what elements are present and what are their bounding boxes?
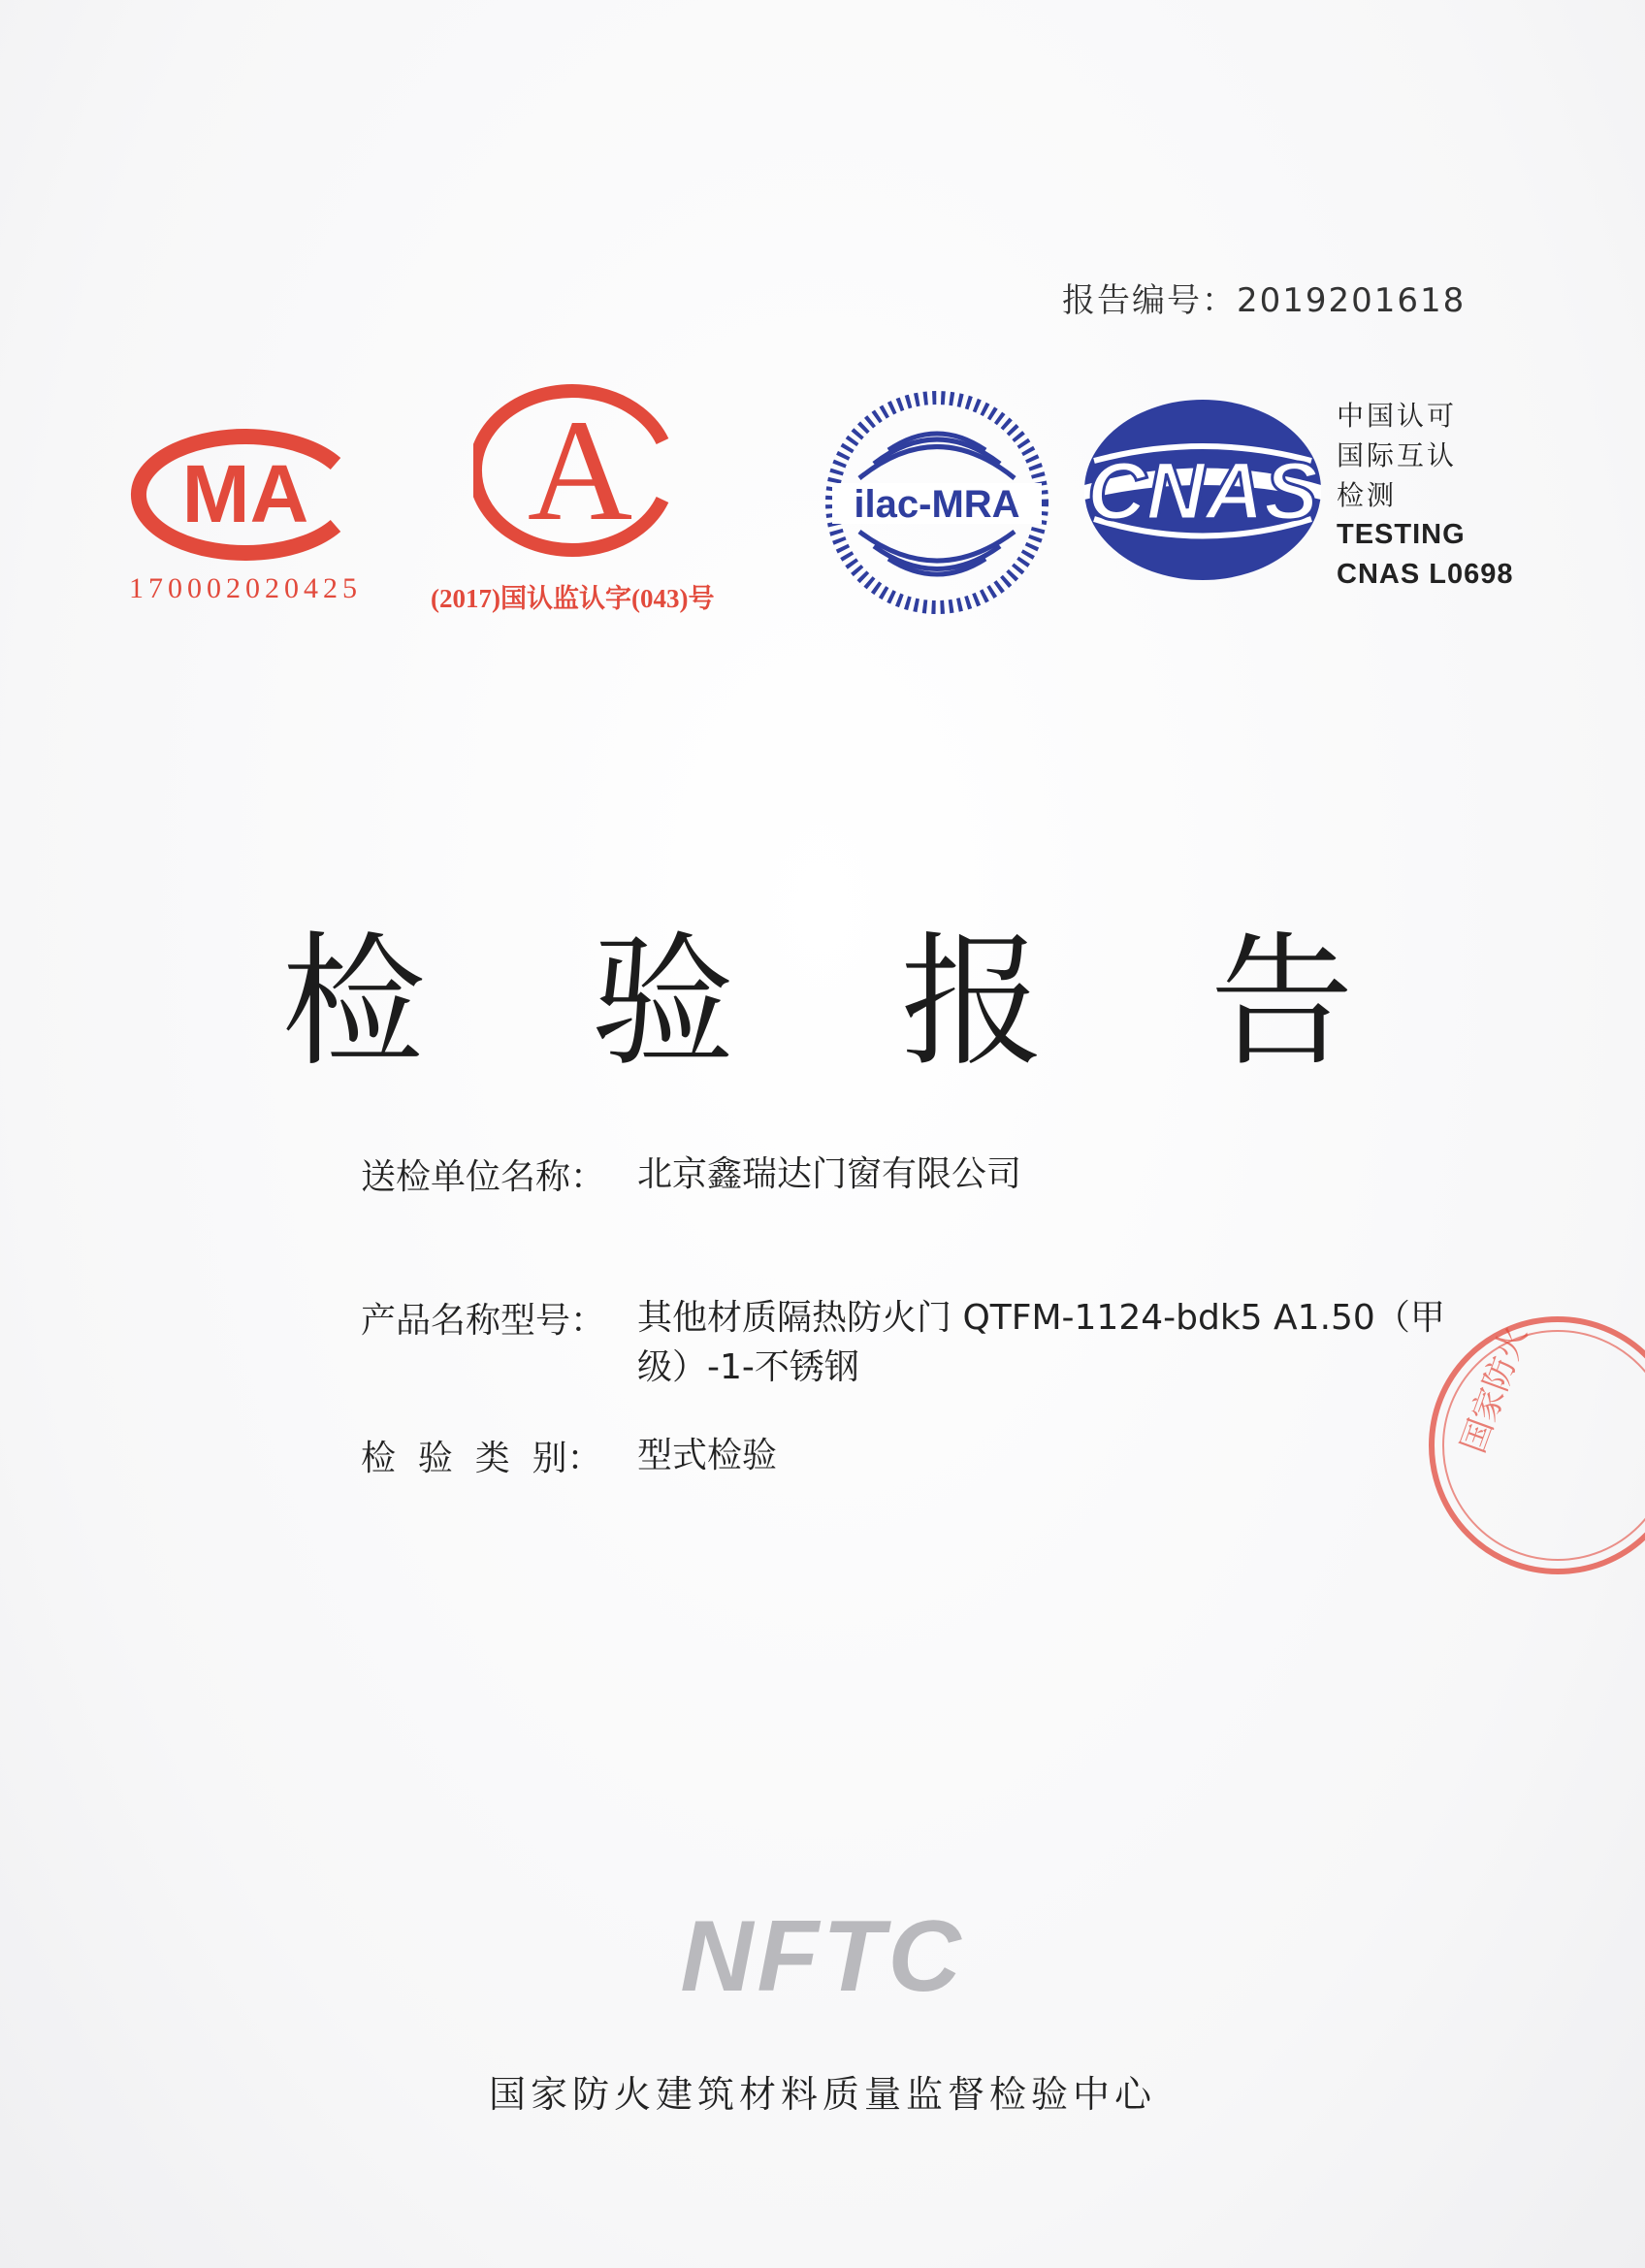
ilac-mra-logo xyxy=(821,386,1053,623)
cma-logo xyxy=(124,427,367,567)
cal-logo-icon xyxy=(473,383,687,558)
field-test-type-label: 检 验 类 别： xyxy=(361,1439,602,1478)
official-seal xyxy=(1412,1300,1645,1595)
cma-logo-letters: MA xyxy=(181,448,309,539)
field-client-value: 北京鑫瑞达门窗有限公司 xyxy=(637,1154,1022,1194)
nftc-logo-letters: NFTC xyxy=(680,1901,965,2008)
nftc-logo xyxy=(0,1901,1645,2012)
cnas-line-3: 检测 xyxy=(1337,479,1398,511)
cnas-globe-icon xyxy=(1075,393,1332,587)
cal-logo-letter: A xyxy=(527,390,633,551)
cal-number: (2017)国认监认字(043)号 xyxy=(431,584,715,613)
cal-logo xyxy=(473,383,687,562)
cnas-line-1: 中国认可 xyxy=(1337,400,1458,432)
ilac-mra-letters: ilac-MRA xyxy=(854,483,1020,526)
report-title: 检 验 报 告 xyxy=(281,919,1414,1085)
seal-text: 国家防火 xyxy=(1453,1320,1535,1459)
field-product-value: 其他材质隔热防火门 QTFM-1124-bdk5 A1.50（甲级）-1-不锈钢 xyxy=(637,1298,1445,1387)
cnas-line-5: CNAS L0698 xyxy=(1337,559,1514,590)
cnas-letters: CNAS xyxy=(1086,445,1319,536)
report-number: 报告编号：2019201618 xyxy=(1062,281,1467,320)
field-product xyxy=(361,1293,1445,1387)
cnas-accreditation-text xyxy=(1337,396,1513,595)
cnas-line-2: 国际互认 xyxy=(1337,439,1458,471)
organization-name: 国家防火建筑材料质量监督检验中心 xyxy=(488,2073,1156,2116)
field-test-type xyxy=(361,1431,778,1480)
cma-logo-icon xyxy=(124,427,367,563)
cnas-logo xyxy=(1075,393,1332,591)
field-client xyxy=(361,1150,1022,1199)
field-test-type-value: 型式检验 xyxy=(637,1436,778,1475)
cnas-line-4: TESTING xyxy=(1337,519,1466,550)
field-product-label: 产品名称型号： xyxy=(361,1301,606,1341)
field-client-label: 送检单位名称： xyxy=(361,1157,606,1197)
seal-stamp-icon xyxy=(1412,1300,1645,1591)
cma-number: 170002020425 xyxy=(129,572,362,604)
ilac-mra-icon xyxy=(821,386,1053,619)
nftc-logo-icon xyxy=(667,1901,978,2008)
